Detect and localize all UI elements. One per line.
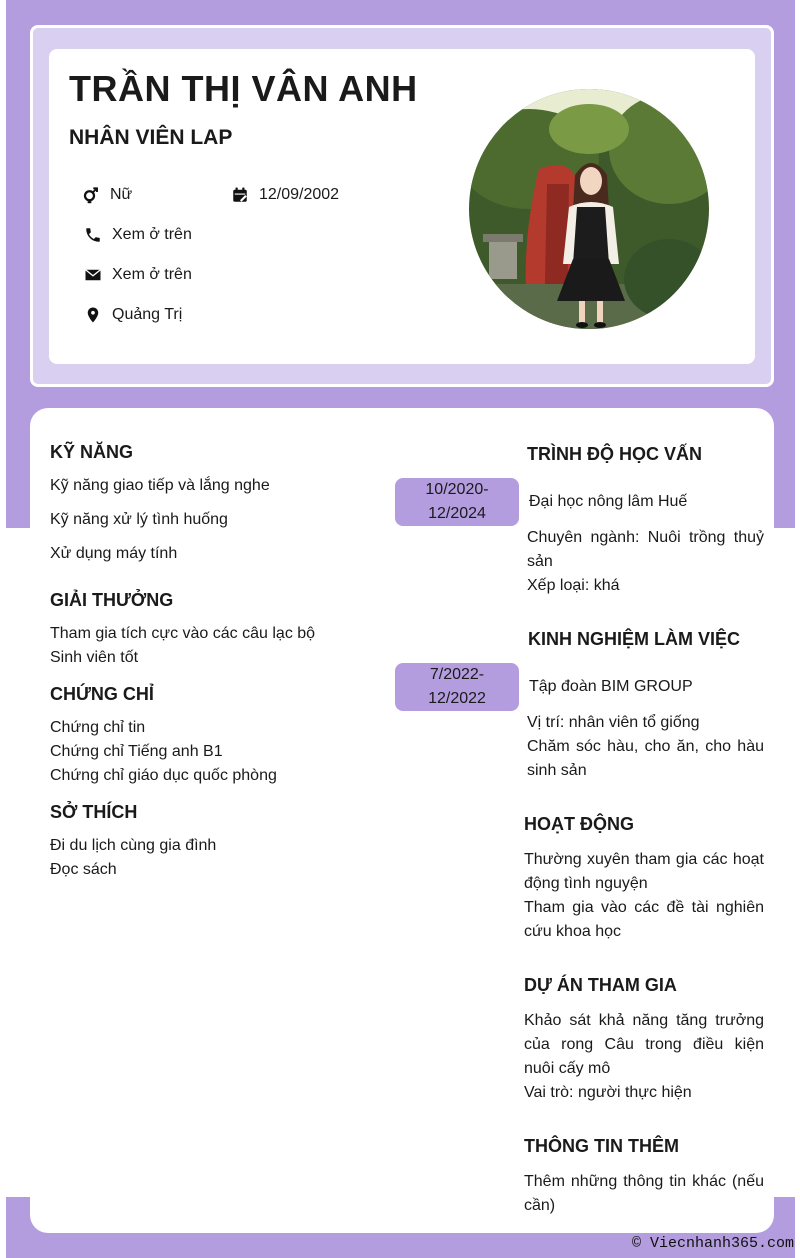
hobby-item: Đọc sách [50,861,117,878]
experience-position: Vị trí: nhân viên tổ giống [527,714,700,731]
calendar-icon [231,186,249,204]
hobbies-title: SỞ THÍCH [50,802,138,822]
experience-date-start: 7/2022- [429,666,485,683]
education-title: TRÌNH ĐỘ HỌC VẤN [527,444,702,464]
experience-date-badge [395,663,519,711]
phone-value: Xem ở trên [112,226,192,243]
education-major: Chuyên ngành: Nuôi trồng thuỷ sản [527,529,764,570]
location-value: Quảng Trị [112,306,183,323]
copyright-text: © Viecnhanh365.com [631,1235,794,1252]
experience-duty: Chăm sóc hàu, cho ăn, cho hàu sinh sản [527,738,764,779]
skill-item: Kỹ năng xử lý tình huống [50,511,228,528]
activities-title: HOẠT ĐỘNG [524,814,634,834]
experience-company: Tập đoàn BIM GROUP [529,678,693,695]
awards-title: GIẢI THƯỞNG [50,590,174,610]
gender-value: Nữ [110,186,133,203]
education-rank: Xếp loại: khá [527,577,620,594]
skill-item: Kỹ năng giao tiếp và lắng nghe [50,477,270,494]
award-item: Tham gia tích cực vào các câu lạc bộ [50,625,316,642]
job-title: NHÂN VIÊN LAP [69,126,233,149]
gender-icon [82,186,100,204]
phone-icon [84,226,102,244]
activity-item: Thường xuyên tham gia các hoạt động tình nguyện [524,851,764,892]
email-value: Xem ở trên [112,266,192,283]
location-row [84,306,182,324]
certificate-item: Chứng chỉ giáo dục quốc phòng [50,767,277,784]
activity-item: Tham gia vào các đề tài nghiên cứu khoa học [524,899,764,940]
certificates-title: CHỨNG CHỈ [50,684,154,704]
experience-title: KINH NGHIỆM LÀM VIỆC [528,629,741,649]
award-item: Sinh viên tốt [50,649,139,666]
profile-photo [469,89,709,329]
hobby-item: Đi du lịch cùng gia đình [50,837,217,854]
education-date-badge [395,478,519,526]
education-date-end: 12/2024 [428,505,486,522]
birthdate-row [231,186,339,204]
project-description: Khảo sát khả năng tăng trưởng của rong Câu trong điều kiện nuôi cấy mô [524,1012,764,1077]
gender-row [82,186,132,204]
more-info-title: THÔNG TIN THÊM [524,1136,679,1156]
envelope-icon [84,266,102,284]
certificate-item: Chứng chỉ tin [50,719,146,736]
project-role: Vai trò: người thực hiện [524,1084,692,1101]
phone-row [84,226,192,244]
candidate-name: TRẦN THỊ VÂN ANH [69,68,418,109]
projects-title: DỰ ÁN THAM GIA [524,975,677,995]
experience-date-end: 12/2022 [428,690,486,707]
education-date-start: 10/2020- [425,481,489,498]
email-row [84,266,192,284]
skill-item: Xử dụng máy tính [50,545,178,562]
map-pin-icon [84,306,102,324]
certificate-item: Chứng chỉ Tiếng anh B1 [50,743,223,760]
more-info-text: Thêm những thông tin khác (nếu cần) [524,1173,764,1214]
birthdate-value: 12/09/2002 [259,186,340,203]
education-school: Đại học nông lâm Huế [529,493,688,510]
skills-title: KỸ NĂNG [50,442,134,462]
